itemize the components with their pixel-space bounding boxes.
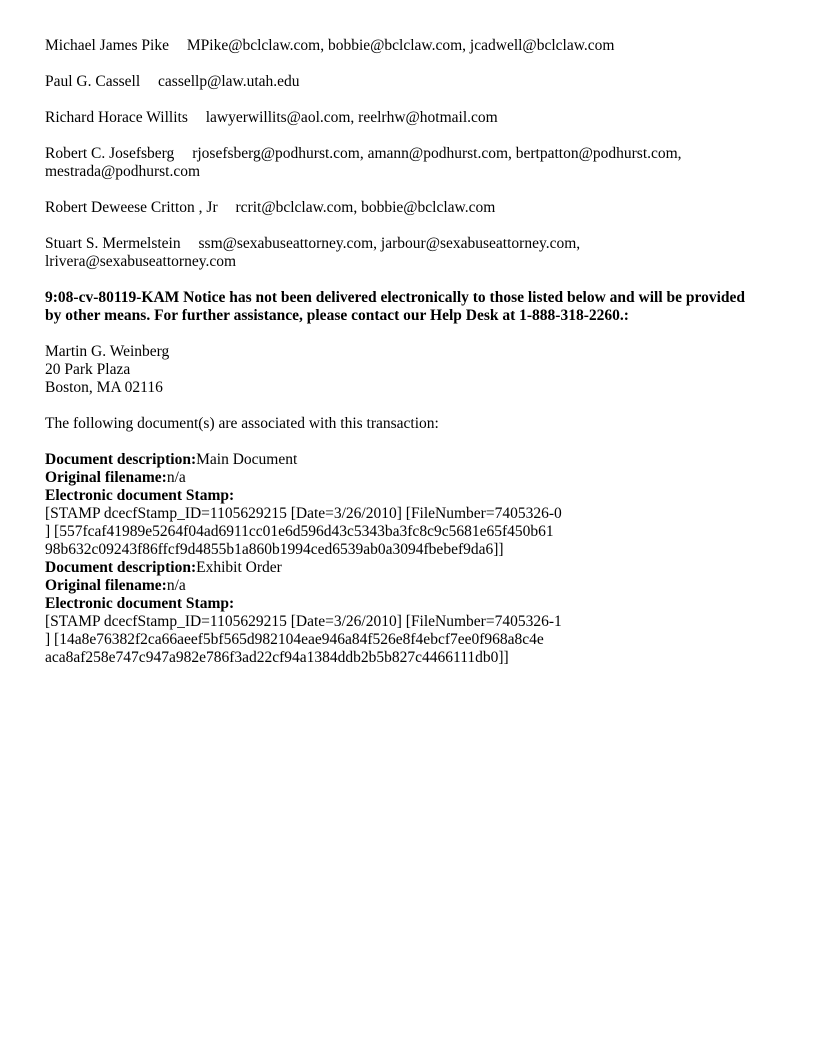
stamp-line: aca8af258e747c947a982e786f3ad22cf94a1384ddb2b5b827c4466111db0]] [45, 649, 509, 666]
recipient-name: Robert C. Josefsberg [45, 145, 175, 162]
address-street: 20 Park Plaza [45, 361, 131, 378]
mailing-address [45, 343, 785, 397]
document-filename: n/a [166, 469, 186, 486]
recipient-entry [45, 109, 785, 127]
address-city: Boston, MA 02116 [45, 379, 163, 396]
notice-page [45, 37, 785, 667]
filename-label: Original filename: [45, 469, 167, 486]
filename-label: Original filename: [45, 577, 167, 594]
recipient-name: Richard Horace Willits [45, 109, 188, 126]
notice-line: 9:08-cv-80119-KAM Notice has not been delivered electronically to those listed below and will be provided [45, 289, 746, 306]
recipient-entry [45, 235, 785, 271]
stamp-line: [STAMP dcecfStamp_ID=1105629215 [Date=3/26/2010] [FileNumber=7405326-1 [45, 613, 562, 630]
recipient-name: Robert Deweese Critton , Jr [45, 199, 218, 216]
document-description: Exhibit Order [196, 559, 282, 576]
recipient-entry [45, 37, 785, 55]
recipient-entry [45, 73, 785, 91]
stamp-line: ] [557fcaf41989e5264f04ad6911cc01e6d596d43c5343ba3fc8c9c5681e65f450b61 [45, 523, 554, 540]
recipient-emails: ssm@sexabuseattorney.com, jarbour@sexabuseattorney.com, [198, 235, 581, 252]
notice-heading [45, 289, 785, 325]
stamp-label: Electronic document Stamp: [45, 595, 235, 612]
recipient-entry [45, 199, 785, 217]
recipient-name: Paul G. Cassell [45, 73, 141, 90]
recipient-emails-continued: mestrada@podhurst.com [45, 163, 201, 180]
document-description: Main Document [196, 451, 298, 468]
recipient-emails: cassellp@law.utah.edu [158, 73, 300, 90]
associated-documents-intro: The following document(s) are associated with this transaction: [45, 415, 439, 432]
document-entry [45, 451, 785, 559]
recipient-emails-continued: lrivera@sexabuseattorney.com [45, 253, 237, 270]
recipient-emails: MPike@bclclaw.com, bobbie@bclclaw.com, jcadwell@bclclaw.com [186, 37, 615, 54]
recipient-name: Stuart S. Mermelstein [45, 235, 181, 252]
document-entry [45, 559, 785, 667]
document-filename: n/a [166, 577, 186, 594]
recipient-name: Michael James Pike [45, 37, 169, 54]
stamp-line: 98b632c09243f86ffcf9d4855b1a860b1994ced6539ab0a3094fbebef9da6]] [45, 541, 504, 558]
stamp-line: [STAMP dcecfStamp_ID=1105629215 [Date=3/26/2010] [FileNumber=7405326-0 [45, 505, 562, 522]
stamp-line: ] [14a8e76382f2ca66aeef5bf565d982104eae946a84f526e8f4ebcf7ee0f968a8c4e [45, 631, 544, 648]
recipient-emails: rcrit@bclclaw.com, bobbie@bclclaw.com [235, 199, 496, 216]
stamp-label: Electronic document Stamp: [45, 487, 235, 504]
recipient-emails: rjosefsberg@podhurst.com, amann@podhurst.com, bertpatton@podhurst.com, [192, 145, 682, 162]
description-label: Document description: [45, 559, 197, 576]
recipient-entry [45, 145, 785, 181]
address-name: Martin G. Weinberg [45, 343, 170, 360]
notice-line: by other means. For further assistance, please contact our Help Desk at 1-888-318-2260.: [45, 307, 629, 324]
description-label: Document description: [45, 451, 197, 468]
document-list [45, 451, 785, 667]
recipient-emails: lawyerwillits@aol.com, reelrhw@hotmail.com [205, 109, 498, 126]
